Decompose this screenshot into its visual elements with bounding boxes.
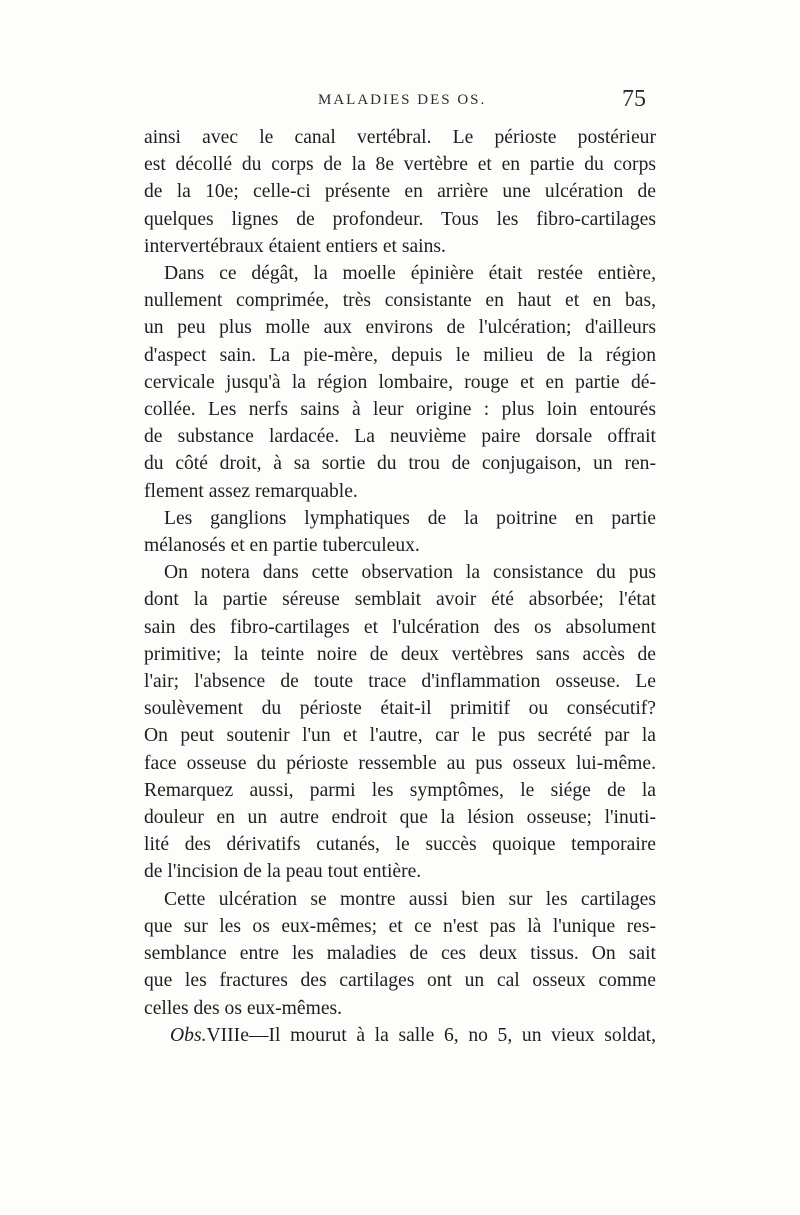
- text-line: douleur en un autre endroit que la lésion osseuse; l'inuti-: [144, 807, 656, 829]
- text-line: celles des os eux-mêmes.: [144, 997, 343, 1019]
- running-title: MALADIES DES OS.: [318, 92, 487, 108]
- text-line: de l'incision de la peau tout entière.: [144, 861, 422, 883]
- text-line: du côté droit, à sa sortie du trou de conjugaison, un ren-: [144, 453, 656, 475]
- text-line: est décollé du corps de la 8e vertèbre et en partie du corps: [144, 154, 656, 176]
- text-line: mélanosés et en partie tuberculeux.: [144, 535, 420, 557]
- observation-label: Obs.: [170, 1024, 207, 1046]
- text-line: primitive; la teinte noire de deux vertèbres sans accès de: [144, 643, 656, 665]
- page-number: 75: [622, 86, 646, 112]
- text-line: lité des dérivatifs cutanés, le succès quoique temporaire: [144, 834, 656, 856]
- text-line: de substance lardacée. La neuvième paire dorsale offrait: [144, 426, 656, 448]
- text-line: un peu plus molle aux environs de l'ulcération; d'ailleurs: [144, 317, 656, 339]
- text-line: d'aspect sain. La pie-mère, depuis le milieu de la région: [144, 344, 656, 366]
- text-line: cervicale jusqu'à la région lombaire, rouge et en partie dé-: [144, 371, 656, 393]
- body-text: [144, 124, 656, 1049]
- observation-line: [144, 1022, 656, 1049]
- text-line: que sur les os eux-mêmes; et ce n'est pas là l'unique res-: [144, 915, 656, 937]
- text-line: On notera dans cette observation la consistance du pus: [164, 562, 656, 584]
- text-line: Cette ulcération se montre aussi bien sur les cartilages: [164, 888, 656, 910]
- text-line: ainsi avec le canal vertébral. Le périoste postérieur: [144, 127, 656, 148]
- text-line: que les fractures des cartilages ont un cal osseux comme: [144, 970, 656, 992]
- text-line: Les ganglions lymphatiques de la poitrine en partie: [164, 507, 656, 529]
- running-head: [0, 86, 800, 118]
- text-line: quelques lignes de profondeur. Tous les fibro-cartilages: [144, 208, 656, 230]
- text-line: soulèvement du périoste était-il primitif ou consécutif?: [144, 698, 656, 720]
- text-line: face osseuse du périoste ressemble au pus osseux lui-même.: [144, 752, 656, 774]
- observation-text: VIIIe—Il mourut à la salle 6, no 5, un vieux soldat,: [206, 1024, 656, 1046]
- text-line: nullement comprimée, très consistante en haut et en bas,: [144, 290, 656, 312]
- text-line: flement assez remarquable.: [144, 480, 358, 502]
- text-line: sain des fibro-cartilages et l'ulcération des os absolument: [144, 616, 656, 638]
- text-line: intervertébraux étaient entiers et sains.: [144, 235, 446, 257]
- text-line: dont la partie séreuse semblait avoir été absorbée; l'état: [144, 589, 656, 611]
- text-line: collée. Les nerfs sains à leur origine : plus loin entourés: [144, 399, 656, 421]
- text-line: Remarquez aussi, parmi les symptômes, le siége de la: [144, 779, 656, 801]
- text-line: Dans ce dégât, la moelle épinière était restée entière,: [164, 263, 656, 285]
- text-line: l'air; l'absence de toute trace d'inflammation osseuse. Le: [144, 671, 656, 693]
- text-line: semblance entre les maladies de ces deux tissus. On sait: [144, 943, 656, 965]
- text-line: On peut soutenir l'un et l'autre, car le pus secrété par la: [144, 725, 656, 747]
- text-line: de la 10e; celle-ci présente en arrière une ulcération de: [144, 181, 656, 203]
